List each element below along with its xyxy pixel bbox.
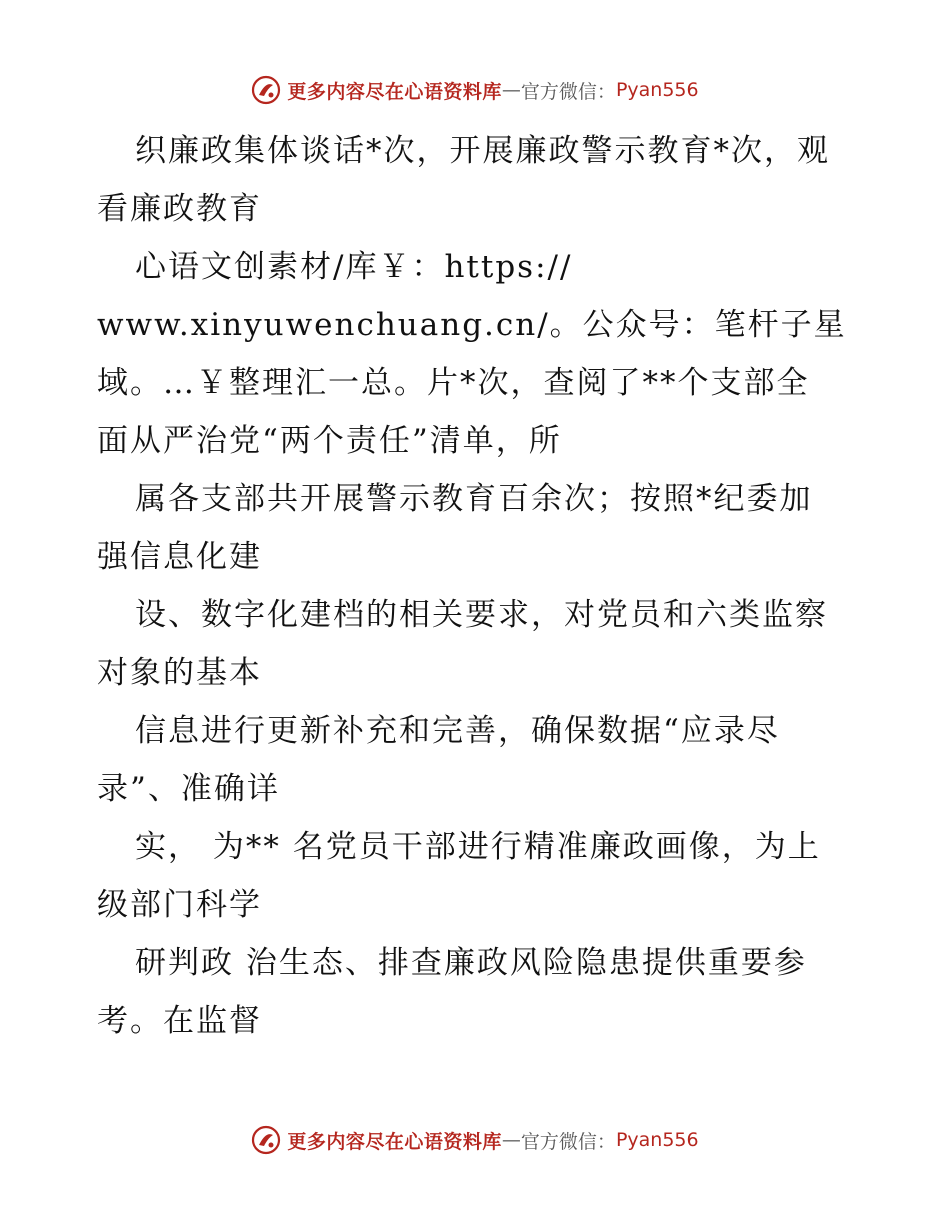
body-line: 域。…￥整理汇一总。片*次，查阅了**个支部全 <box>97 365 810 401</box>
seal-logo-icon <box>251 1125 281 1155</box>
body-line: 考。在监督 <box>97 1003 262 1039</box>
body-line: 录”、准确详 <box>97 771 280 807</box>
body-line: 织廉政集体谈话*次，开展廉政警示教育*次，观 <box>135 133 830 169</box>
body-line: 看廉政教育 <box>97 191 262 227</box>
body-line: 对象的基本 <box>97 655 262 691</box>
body-line: 属各支部共开展警示教育百余次；按照*纪委加 <box>135 481 813 517</box>
body-line: 信息进行更新补充和完善，确保数据“应录尽 <box>135 713 780 749</box>
body-line: 设、数字化建档的相关要求，对党员和六类监察 <box>135 597 828 633</box>
banner-dash: — <box>501 79 521 101</box>
banner-wechat-handle: Pyan556 <box>615 79 699 101</box>
header-watermark-banner <box>0 72 950 108</box>
banner-tagline: 更多内容尽在心语资料库 <box>287 80 502 103</box>
body-line: 面从严治党“两个责任”清单，所 <box>97 423 562 459</box>
body-line: 实， 为** 名党员干部进行精准廉政画像，为上 <box>135 829 821 865</box>
seal-logo-icon <box>251 75 281 105</box>
body-line: 心语文创素材/库￥：https:// <box>135 249 573 285</box>
footer-watermark-banner <box>0 1122 950 1158</box>
body-line: 级部门科学 <box>97 887 262 923</box>
banner-dash: — <box>501 1129 521 1151</box>
body-line: 强信息化建 <box>97 539 262 575</box>
banner-contact-label: 官方微信： <box>520 80 616 103</box>
banner-contact-label: 官方微信： <box>520 1130 616 1153</box>
document-body <box>97 122 857 1050</box>
banner-wechat-handle: Pyan556 <box>615 1129 699 1151</box>
body-line: www.xinyuwenchuang.cn/。公众号：笔杆子星 <box>97 307 847 343</box>
banner-tagline: 更多内容尽在心语资料库 <box>287 1130 502 1153</box>
body-line: 研判政 治生态、排查廉政风险隐患提供重要参 <box>135 945 807 981</box>
